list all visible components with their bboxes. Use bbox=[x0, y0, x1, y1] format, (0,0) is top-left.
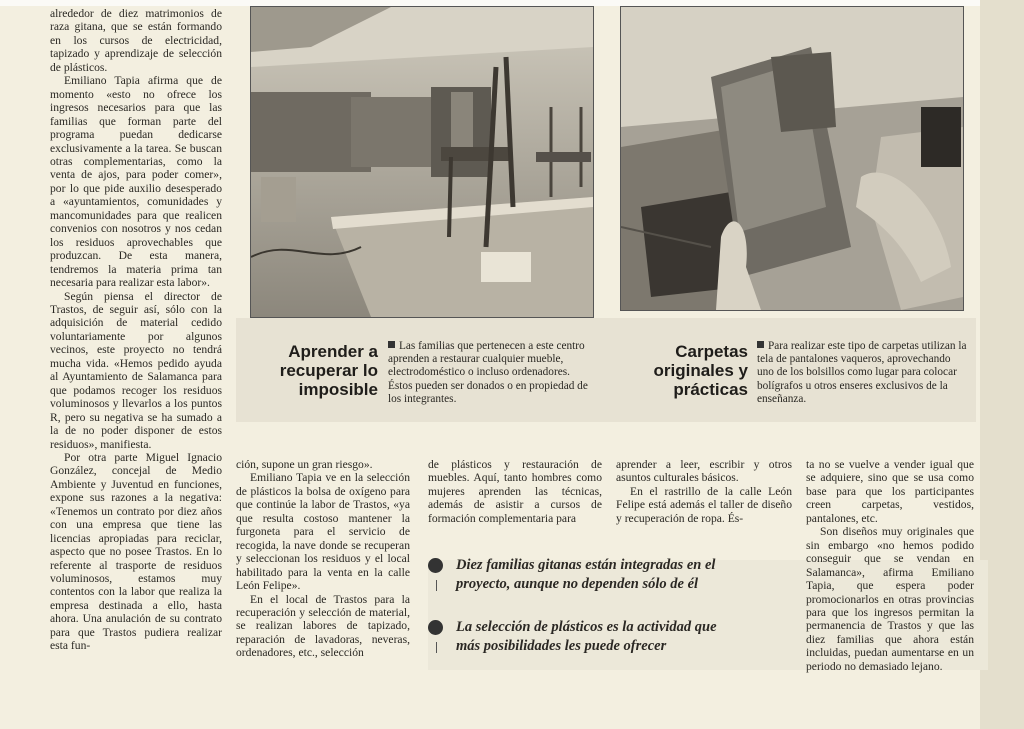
divider bbox=[436, 642, 437, 653]
paragraph: ción, supone un gran riesgo». bbox=[236, 458, 373, 471]
article-column-5 bbox=[806, 458, 974, 680]
paragraph: alrededor de diez matrimonios de raza gitana, que se están formando en los cursos de electricidad, tapizado y aprendizaje de selección de plásticos. bbox=[50, 7, 222, 74]
paragraph: de plásticos y restauración de muebles. Aquí, tanto hombres como mujeres aprenden las técnicas, además de asistir a cursos de formación complementaria para bbox=[428, 458, 602, 525]
divider bbox=[436, 580, 437, 591]
paragraph: En el rastrillo de la calle León Felipe está además el taller de diseño y recuperación de ropa. És- bbox=[616, 484, 792, 525]
paragraph: Emiliano Tapia ve en la selección de plásticos la bolsa de oxígeno para que continúe la labor de Trastos, «ya que resulta costoso mantener la furgoneta para el servicio de recogida, la nave donde se recuperan y seleccionan los residuos y el local habilitado para la venta en la calle León Felipe». bbox=[236, 471, 410, 593]
bullet-dot-icon bbox=[428, 620, 443, 635]
caption-headline: Carpetas originales y prácticas bbox=[653, 342, 748, 399]
article-column-2 bbox=[236, 458, 410, 680]
caption-text: Para realizar este tipo de carpetas utilizan la tela de pantalones vaqueros, aprovechando uno de los bolsillos como lugar para colocar bolígrafos u otros enseres exclusivos de la enseñanza. bbox=[757, 340, 967, 405]
pull-quote: La selección de plásticos es la actividad que más posibilidades les puede ofrecer bbox=[456, 619, 717, 654]
paragraph: Según piensa el director de Trastos, de seguir así, sólo con la adquisición de material cedido voluntariamente por algunos vecinos, este proyecto no tendrá mucha vida. «Hemos pedido ayuda al Ayuntamiento de Salamanca para que podamos recoger los residuos voluminosos y llevarlos a los puntos R, pero su negativa se ha sumado a la de no poder disponer de estos residuos», manifiesta. bbox=[50, 289, 222, 451]
paragraph: Son diseños muy originales que sin embargo «no hemos podido conseguir que se vendan en Salamanca», afirma Emiliano Tapia, que espera poder promocionarlos en otras provincias para que los ingresos permitan la permanencia de Trastos y que las diez familias que ahora están incluidas, puedan aumentarse en un periodo no demasiado lejano. bbox=[806, 525, 974, 673]
paragraph: aprender a leer, escribir y otros asuntos culturales básicos. bbox=[616, 458, 792, 485]
paragraph: Emiliano Tapia afirma que de momento «esto no ofrece los ingresos necesarios para que las familias que forman parte del programa puedan dedicarse exclusivamente a la tarea. Se buscan otras complementarias, como la venta de ajos, para poder comer», por lo que pide auxilio desesperado a «ayuntamientos, comunidades y mancomunidades para que realicen convenios con nosotros y nos cedan los residuos aprovechables que produzcan. De esta manera, tendremos la materia prima tan necesaria para realizar esta labor». bbox=[50, 74, 222, 290]
photo-workshop bbox=[250, 6, 594, 318]
square-bullet-icon bbox=[757, 341, 764, 348]
square-bullet-icon bbox=[388, 341, 395, 348]
caption-headline: Aprender a recuperar lo imposible bbox=[279, 342, 378, 399]
paragraph: Por otra parte Miguel Ignacio González, concejal de Medio Ambiente y Juventud en funciones, expone sus razones a la negativa: «Tenemos un contrato por diez años con una empresa que tiene las licencias apropiadas para reciclar, aspecto que no posee Trastos. En lo referente al trasporte de residuos voluminosos, estamos muy contentos con la labor que realiza la empresa destinada a ello, hasta ahora. Una anulación de su contrato para que Trastos pudiera realizar esta fun- bbox=[50, 450, 222, 653]
paragraph: En el local de Trastos para la recuperación y selección de material, se realizan labores de tapizado, reparación de lavadoras, neveras, ordenadores, etc., selección bbox=[236, 592, 410, 660]
bullet-dot-icon bbox=[428, 558, 443, 573]
photo-jeans-folder bbox=[620, 6, 964, 311]
article-column-4 bbox=[616, 458, 792, 538]
caption-text: Las familias que pertenecen a este centro aprenden a restaurar cualquier mueble, electrodoméstico o incluso ordenadores. Éstos pueden ser donados o en propiedad de los integrantes. bbox=[388, 340, 588, 405]
article-column-1 bbox=[50, 7, 222, 672]
pull-quote: Diez familias gitanas están integradas en el proyecto, aunque no dependen sólo de él bbox=[456, 557, 716, 592]
article-column-3 bbox=[428, 458, 602, 538]
paragraph: ta no se vuelve a vender igual que se adquiere, sino que se usa como base para que los participantes creen carpetas, vestidos, pantalones, etc. bbox=[806, 458, 974, 525]
